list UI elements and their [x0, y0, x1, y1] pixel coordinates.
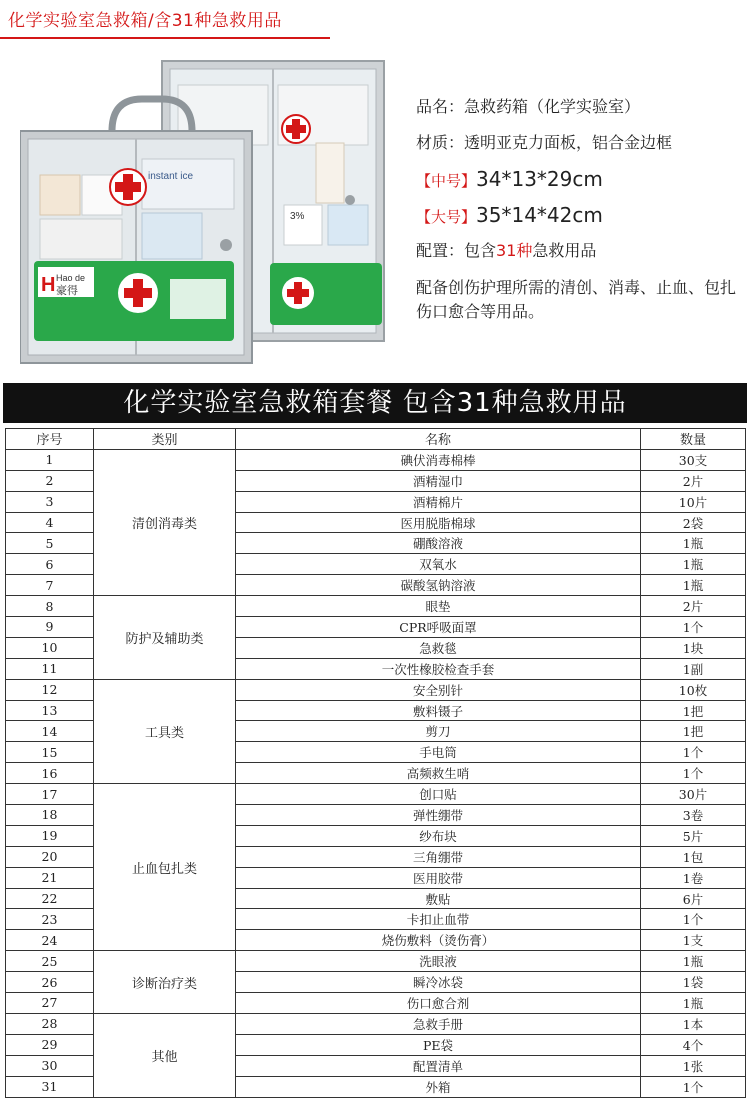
- item-category: 其他: [94, 1013, 236, 1097]
- size-large-value: 35*14*42cm: [476, 203, 603, 227]
- config-count: 31种: [496, 241, 533, 260]
- red-cross-icon: [110, 169, 146, 205]
- item-qty: 1瓶: [641, 951, 746, 972]
- spec-material: 材质：透明亚克力面板，铝合金边框: [416, 133, 673, 152]
- table-row: [6, 1013, 746, 1034]
- item-qty: 30片: [641, 784, 746, 805]
- item-qty: 5片: [641, 825, 746, 846]
- item-qty: 1卷: [641, 867, 746, 888]
- item-qty: 1袋: [641, 972, 746, 993]
- item-index: 26: [6, 972, 94, 993]
- item-qty: 1支: [641, 930, 746, 951]
- item-name: 眼垫: [236, 596, 641, 617]
- item-name: 烧伤敷料（烫伤膏）: [236, 930, 641, 951]
- spec-list: [416, 90, 746, 324]
- item-name: 碳酸氢钠溶液: [236, 575, 641, 596]
- item-name: 一次性橡胶检查手套: [236, 658, 641, 679]
- item-qty: 1个: [641, 742, 746, 763]
- item-index: 19: [6, 825, 94, 846]
- item-category: 清创消毒类: [94, 449, 236, 595]
- label-instant-ice: instant ice: [148, 171, 194, 182]
- item-name: 硼酸溶液: [236, 533, 641, 554]
- item-index: 5: [6, 533, 94, 554]
- item-qty: 10片: [641, 491, 746, 512]
- size-medium-label: 【中号】: [416, 172, 477, 190]
- header-name: 名称: [236, 429, 641, 450]
- item-name: CPR呼吸面罩: [236, 617, 641, 638]
- item-index: 13: [6, 700, 94, 721]
- title-underline: [0, 37, 330, 39]
- item-index: 27: [6, 993, 94, 1014]
- item-index: 23: [6, 909, 94, 930]
- brand-en: Hao de: [56, 273, 86, 283]
- lock-icon: [345, 195, 355, 205]
- item-name: 卡扣止血带: [236, 909, 641, 930]
- spec-note: 配备创伤护理所需的清创、消毒、止血、包扎伤口愈合等用品。: [416, 278, 737, 321]
- brand-cn: 豪得: [56, 284, 78, 297]
- section-banner: 化学实验室急救箱套餐 包含31种急救用品: [3, 383, 747, 423]
- item-name: 伤口愈合剂: [236, 993, 641, 1014]
- item-name: 双氧水: [236, 554, 641, 575]
- item-name: 医用胶带: [236, 867, 641, 888]
- item-index: 18: [6, 805, 94, 826]
- red-cross-icon: [282, 115, 310, 143]
- item-qty: 30支: [641, 449, 746, 470]
- item-category: 防护及辅助类: [94, 596, 236, 680]
- label-3pct: 3%: [290, 211, 305, 222]
- item-category: 诊断治疗类: [94, 951, 236, 1014]
- item-qty: 1瓶: [641, 575, 746, 596]
- item-index: 15: [6, 742, 94, 763]
- table-row: [6, 449, 746, 470]
- item-qty: 1个: [641, 1076, 746, 1097]
- table-header-row: [6, 429, 746, 450]
- item-index: 12: [6, 679, 94, 700]
- item-qty: 1个: [641, 617, 746, 638]
- item-name: 纱布块: [236, 825, 641, 846]
- item-category: 工具类: [94, 679, 236, 783]
- item-qty: 1个: [641, 763, 746, 784]
- item-name: 配置清单: [236, 1055, 641, 1076]
- item-name: 急救毯: [236, 637, 641, 658]
- item-index: 9: [6, 617, 94, 638]
- item-name: 酒精湿巾: [236, 470, 641, 491]
- item-name: PE袋: [236, 1034, 641, 1055]
- table-row: [6, 679, 746, 700]
- table-row: [6, 951, 746, 972]
- size-medium-value: 34*13*29cm: [476, 167, 603, 191]
- item-index: 24: [6, 930, 94, 951]
- spec-config: [416, 234, 746, 270]
- item-name: 三角绷带: [236, 846, 641, 867]
- item-name: 急救手册: [236, 1013, 641, 1034]
- table-body: [6, 449, 746, 1097]
- item-qty: 1本: [641, 1013, 746, 1034]
- item-index: 10: [6, 637, 94, 658]
- spec-size-medium: [416, 162, 746, 198]
- item-index: 14: [6, 721, 94, 742]
- item-index: 22: [6, 888, 94, 909]
- item-index: 7: [6, 575, 94, 596]
- item-name: 碘伏消毒棉棒: [236, 449, 641, 470]
- item-index: 8: [6, 596, 94, 617]
- item-qty: 1把: [641, 721, 746, 742]
- item-name: 瞬冷冰袋: [236, 972, 641, 993]
- item-name: 酒精棉片: [236, 491, 641, 512]
- item-name: 创口贴: [236, 784, 641, 805]
- item-qty: 2袋: [641, 512, 746, 533]
- item-qty: 1个: [641, 909, 746, 930]
- item-qty: 1包: [641, 846, 746, 867]
- item-name: 敷贴: [236, 888, 641, 909]
- item-qty: 3卷: [641, 805, 746, 826]
- red-cross-icon: [282, 277, 314, 309]
- table-row: [6, 784, 746, 805]
- item-qty: 4个: [641, 1034, 746, 1055]
- item-index: 17: [6, 784, 94, 805]
- item-index: 30: [6, 1055, 94, 1076]
- item-qty: 1瓶: [641, 533, 746, 554]
- spec-size-large: [416, 198, 746, 234]
- item-name: 安全别针: [236, 679, 641, 700]
- size-large-label: 【大号】: [416, 208, 477, 226]
- item-index: 20: [6, 846, 94, 867]
- red-cross-icon: [118, 273, 158, 313]
- spec-name: 品名：急救药箱（化学实验室）: [416, 97, 641, 116]
- item-index: 29: [6, 1034, 94, 1055]
- item-index: 21: [6, 867, 94, 888]
- item-qty: 6片: [641, 888, 746, 909]
- item-name: 外箱: [236, 1076, 641, 1097]
- table-row: [6, 596, 746, 617]
- item-qty: 1张: [641, 1055, 746, 1076]
- item-index: 11: [6, 658, 94, 679]
- brand-h: H: [41, 274, 56, 296]
- config-prefix: 配置：包含: [416, 241, 497, 260]
- item-index: 31: [6, 1076, 94, 1097]
- config-suffix: 急救用品: [532, 241, 597, 260]
- item-index: 25: [6, 951, 94, 972]
- item-name: 手电筒: [236, 742, 641, 763]
- item-qty: 1瓶: [641, 554, 746, 575]
- item-index: 4: [6, 512, 94, 533]
- item-qty: 2片: [641, 470, 746, 491]
- page-title: 化学实验室急救箱/含31种急救用品: [8, 11, 282, 31]
- item-category: 止血包扎类: [94, 784, 236, 951]
- item-name: 洗眼液: [236, 951, 641, 972]
- item-index: 2: [6, 470, 94, 491]
- item-name: 剪刀: [236, 721, 641, 742]
- header-category: 类别: [94, 429, 236, 450]
- items-table: [5, 428, 746, 1098]
- item-name: 高频救生哨: [236, 763, 641, 784]
- item-index: 6: [6, 554, 94, 575]
- lock-icon: [220, 239, 232, 251]
- item-index: 3: [6, 491, 94, 512]
- item-index: 1: [6, 449, 94, 470]
- item-index: 16: [6, 763, 94, 784]
- product-photo: [20, 55, 395, 370]
- item-qty: 2片: [641, 596, 746, 617]
- item-qty: 1瓶: [641, 993, 746, 1014]
- item-qty: 10枚: [641, 679, 746, 700]
- header-index: 序号: [6, 429, 94, 450]
- item-qty: 1块: [641, 637, 746, 658]
- item-qty: 1把: [641, 700, 746, 721]
- item-name: 敷料镊子: [236, 700, 641, 721]
- item-name: 弹性绷带: [236, 805, 641, 826]
- item-name: 医用脱脂棉球: [236, 512, 641, 533]
- item-index: 28: [6, 1013, 94, 1034]
- item-qty: 1副: [641, 658, 746, 679]
- header-qty: 数量: [641, 429, 746, 450]
